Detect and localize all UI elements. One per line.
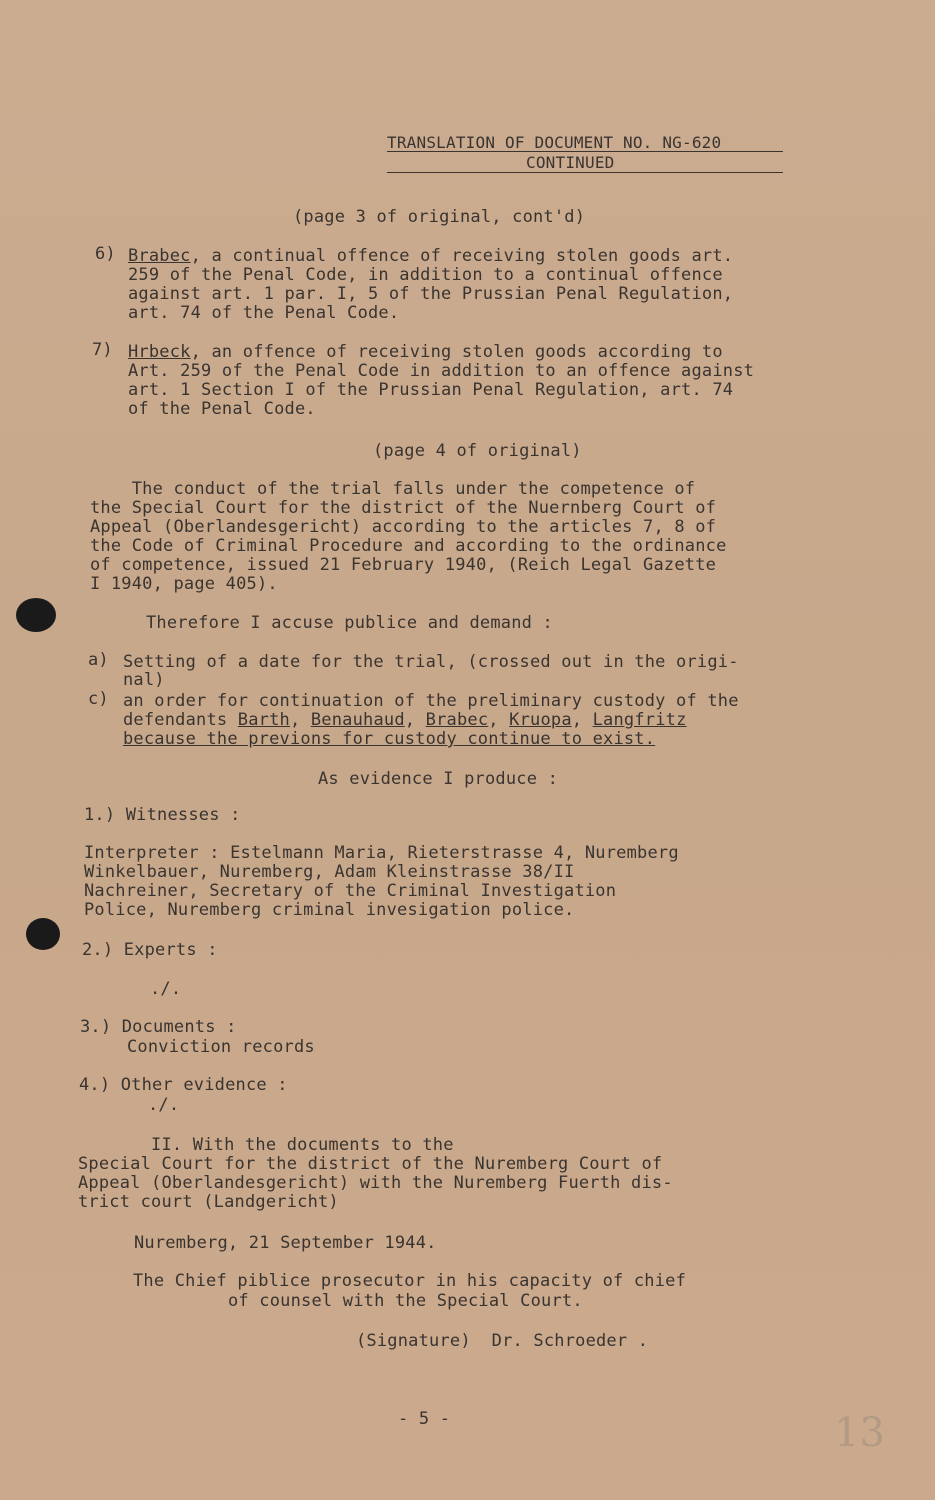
item6-line1-text: , a continual offence of receiving stolen goods art. xyxy=(190,246,734,266)
witness-line-4: Police, Nuremberg criminal invesigation police. xyxy=(84,900,575,920)
closing-line-1: The Chief piblice prosecutor in his capacity of chief xyxy=(133,1271,687,1291)
item6-name: Brabec xyxy=(128,246,191,266)
document-title: TRANSLATION OF DOCUMENT NO. NG-620 xyxy=(387,133,722,152)
handwritten-page-number: 13 xyxy=(834,1410,885,1456)
other-evidence-value: ./. xyxy=(148,1095,180,1115)
item6-number: 6) xyxy=(95,244,116,264)
demand-c-line1: an order for continuation of the preliminary custody of the xyxy=(123,691,739,711)
witnesses-label: 1.) Witnesses : xyxy=(84,805,241,825)
evidence-intro: As evidence I produce : xyxy=(318,769,559,789)
section2-line-3: Appeal (Oberlandesgericht) with the Nuremberg Fuerth dis- xyxy=(78,1173,673,1193)
other-evidence-label: 4.) Other evidence : xyxy=(79,1075,288,1095)
section2-line-1: II. With the documents to the xyxy=(78,1135,454,1155)
demand-c-label: c) xyxy=(88,689,109,709)
punch-hole-top xyxy=(16,598,56,632)
experts-label: 2.) Experts : xyxy=(82,940,218,960)
closing-line-2: of counsel with the Special Court. xyxy=(228,1291,583,1311)
document-subtitle: CONTINUED xyxy=(526,153,615,172)
defendant-name: Barth xyxy=(237,710,290,730)
competence-line-5: of competence, issued 21 February 1940, (Reich Legal Gazette xyxy=(90,555,717,575)
date-line: Nuremberg, 21 September 1944. xyxy=(134,1233,437,1253)
witness-line-3: Nachreiner, Secretary of the Criminal Investigation xyxy=(84,881,617,901)
competence-line-3: Appeal (Oberlandesgericht) according to the articles 7, 8 of xyxy=(90,517,717,537)
item6-line2: 259 of the Penal Code, in addition to a continual offence xyxy=(128,265,723,285)
competence-line-2: the Special Court for the district of the Nuernberg Court of xyxy=(90,498,717,518)
item7-number: 7) xyxy=(92,340,113,360)
defendants-prefix: defendants xyxy=(123,710,238,730)
page-note-4: (page 4 of original) xyxy=(373,441,582,461)
documents-value: Conviction records xyxy=(127,1037,315,1057)
item6-line1 xyxy=(128,247,733,267)
item7-line4: of the Penal Code. xyxy=(128,399,316,419)
demand-a-line1: Setting of a date for the trial, (crossed out in the origi- xyxy=(123,652,739,672)
accuse-line: Therefore I accuse publice and demand : xyxy=(146,613,553,633)
defendant-name: Brabec xyxy=(425,710,489,730)
item6-line4: art. 74 of the Penal Code. xyxy=(128,303,400,323)
defendant-name: Benauhaud xyxy=(310,710,405,730)
item7-line2: Art. 259 of the Penal Code in addition to an offence against xyxy=(128,361,755,381)
signature-line: (Signature) Dr. Schroeder . xyxy=(356,1331,649,1351)
competence-line-4: the Code of Criminal Procedure and according to the ordinance xyxy=(90,536,727,556)
documents-label: 3.) Documents : xyxy=(80,1017,237,1037)
competence-line-6: I 1940, page 405). xyxy=(90,574,278,594)
item7-name: Hrbeck xyxy=(128,342,191,362)
witness-line-2: Winkelbauer, Nuremberg, Adam Kleinstrasse 38/II xyxy=(84,862,575,882)
experts-value: ./. xyxy=(150,979,182,999)
demand-c-line3: because the previons for custody continue to exist. xyxy=(123,729,656,749)
subtitle-rule xyxy=(387,172,783,173)
demand-a-label: a) xyxy=(88,650,109,670)
demand-a-line2: nal) xyxy=(123,670,165,690)
section2-line-2: Special Court for the district of the Nuremberg Court of xyxy=(78,1154,663,1174)
item7-line1-text: , an offence of receiving stolen goods according to xyxy=(190,342,723,362)
punch-hole-bottom xyxy=(26,918,60,950)
witness-line-1: Interpreter : Estelmann Maria, Rieterstrasse 4, Nuremberg xyxy=(84,843,679,863)
defendant-name: Kruopa xyxy=(509,710,572,730)
title-rule xyxy=(387,151,783,152)
item6-line3: against art. 1 par. I, 5 of the Prussian Penal Regulation, xyxy=(128,284,734,304)
defendant-name: Langfritz xyxy=(592,710,687,730)
section2-line-4: trict court (Landgericht) xyxy=(78,1192,339,1212)
competence-line-1: The conduct of the trial falls under the competence of xyxy=(90,479,696,499)
page-number: - 5 - xyxy=(398,1409,451,1429)
page-note-3: (page 3 of original, cont'd) xyxy=(293,207,586,227)
item7-line1 xyxy=(128,343,723,363)
item7-line3: art. 1 Section I of the Prussian Penal Regulation, art. 74 xyxy=(128,380,734,400)
demand-c-line2: defendants Barth, Benauhaud, Brabec, Kruopa, Langfritz xyxy=(123,710,687,730)
